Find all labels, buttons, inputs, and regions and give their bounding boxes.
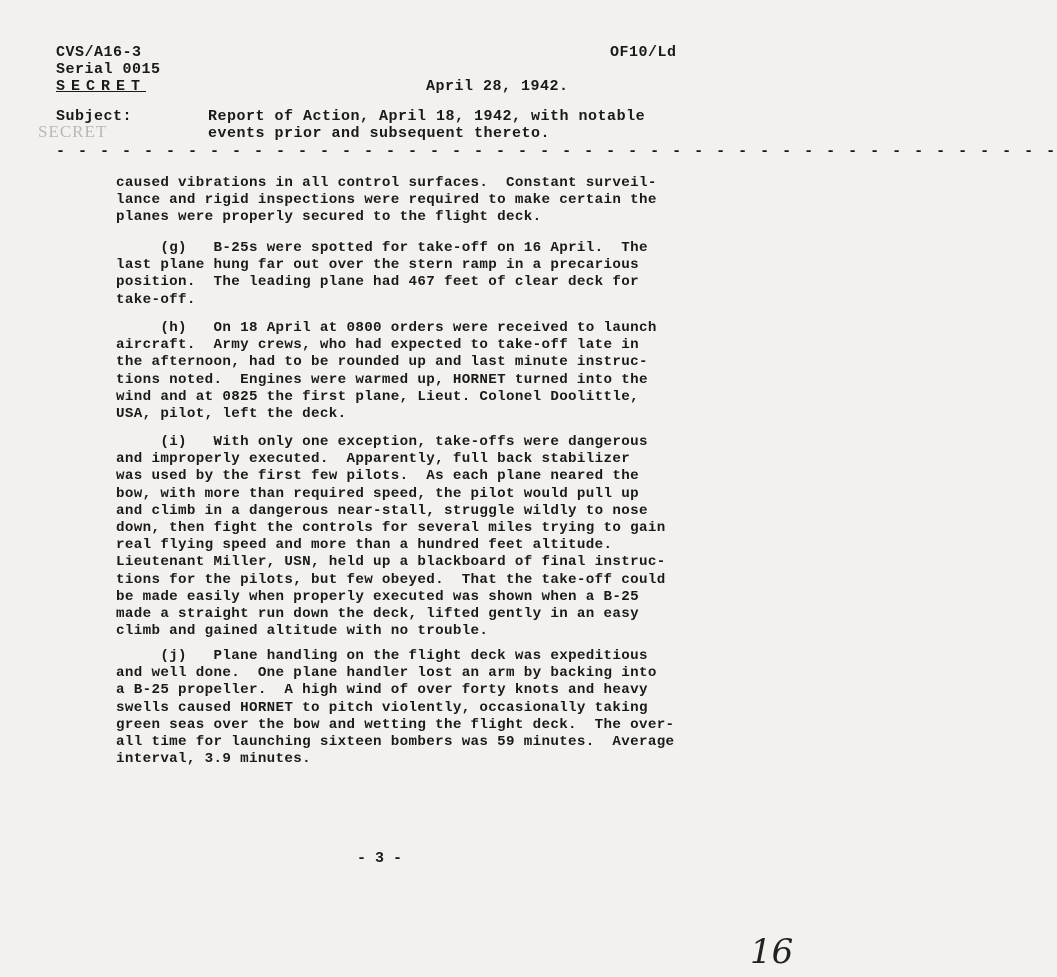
paragraph-text: (i) With only one exception, take-offs were dangerous and improperly executed. Apparently, full back stabilizer was used by the first few pilots. As each plane neared the bow, with more than required speed, the pilot would pull up and climb in a dangerous near-stall, struggle wildly to nose down, then fight the controls for several miles trying to gain real flying speed and more than a hundred feet altitude. Lieutenant Miller, USN, held up a blackboard of final instruc- tions for the pilots, but few obeyed. That the take-off could be made easily when properly executed was shown when a B-25 made a straight run down the deck, lifted gently in an easy climb and gained altitude with no trouble. [116,434,666,640]
page-number: - 3 - [357,850,403,867]
paragraph-i [116,434,770,640]
paragraph-j [116,648,770,768]
paragraph-text: (g) B-25s were spotted for take-off on 16 April. The last plane hung far out over the stern ramp in a precarious position. The leading plane had 467 feet of clear deck for take-off. [116,240,648,308]
paragraph-text: caused vibrations in all control surfaces. Constant surveil- lance and rigid inspections were required to make certain the planes were properly secured to the flight deck. [116,175,657,226]
document-date: April 28, 1942. [426,78,569,95]
subject-label: Subject: [56,108,133,125]
office-code: OF10/Ld [610,44,677,61]
paragraph-continuation [116,175,770,227]
subject-line-2: events prior and subsequent thereto. [208,125,551,142]
paragraph-text: (h) On 18 April at 0800 orders were received to launch aircraft. Army crews, who had expected to take-off late in the afternoon, had to be rounded up and last minute instruc- tions noted. Engines were warmed up, HORNET turned into the wind and at 0825 the first plane, Lieut. Colonel Doolittle, USA, pilot, left the deck. [116,320,657,423]
paragraph-h [116,320,770,423]
subject-line-1: Report of Action, April 18, 1942, with notable [208,108,646,125]
serial-number: Serial 0015 [56,61,161,78]
header-divider: - - - - - - - - - - - - - - - - - - - - - - - - - - - - - - - - - - - - - - - - - - - - - - [56,143,1057,160]
classification-mark: SECRET [56,78,147,95]
paragraph-g [116,240,770,309]
file-code: CVS/A16-3 [56,44,142,61]
secret-stamp: SECRET [38,122,108,141]
handwritten-page-number: 16 [750,932,794,972]
paragraph-text: (j) Plane handling on the flight deck was expeditious and well done. One plane handler lost an arm by backing into a B-25 propeller. A high wind of over forty knots and heavy swells caused HORNET to pitch violently, occasionally taking green seas over the bow and wetting the flight deck. The over- all time for launching sixteen bombers was 59 minutes. Average interval, 3.9 minutes. [116,648,675,768]
